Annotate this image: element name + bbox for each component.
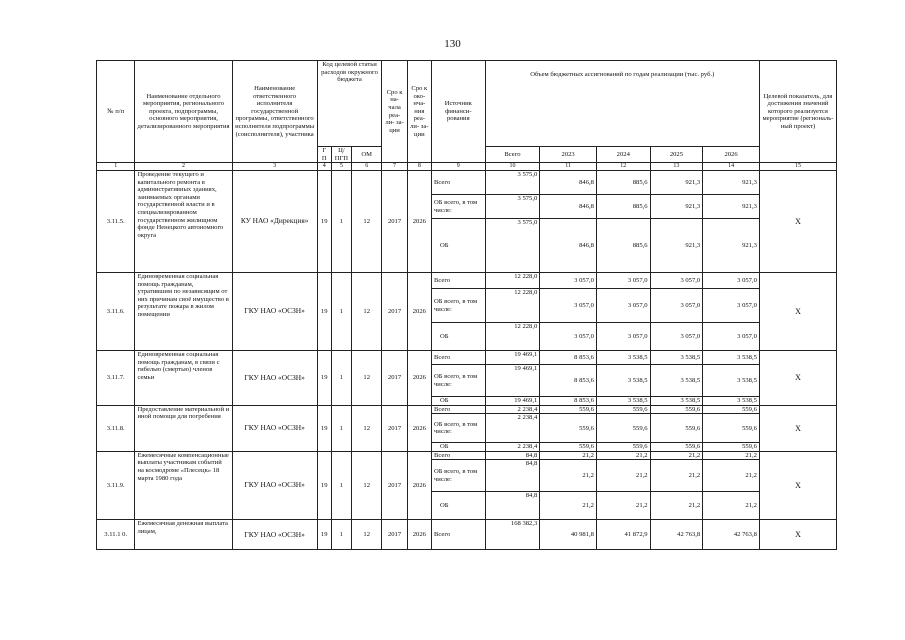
code-pgp: 1: [331, 405, 351, 451]
code-gp: 19: [317, 273, 331, 351]
amount-2024: 559,6: [596, 405, 650, 414]
funding-source: Всего: [431, 171, 485, 195]
row-number: 3.11.1 0.: [97, 520, 135, 550]
amount-2025: 3 538,5: [650, 351, 703, 365]
column-number: 13: [650, 163, 703, 171]
table-row: [97, 520, 837, 550]
amount-total: 19 469,1: [485, 365, 540, 397]
budget-table: [96, 60, 837, 550]
amount-2023: 559,6: [540, 405, 597, 414]
table-body: [97, 61, 837, 550]
amount-2023: 21,2: [540, 460, 597, 492]
funding-source: Всего: [431, 520, 485, 550]
amount-total: 2 238,4: [485, 443, 540, 452]
funding-source: Всего: [431, 351, 485, 365]
code-gp: 19: [317, 351, 331, 406]
header-2025: 2025: [650, 147, 703, 163]
code-gp: 19: [317, 171, 331, 273]
column-number: 14: [703, 163, 760, 171]
start-year: 2017: [382, 351, 407, 406]
column-number: 9: [431, 163, 485, 171]
start-year: 2017: [382, 520, 407, 550]
funding-source: ОБ всего, в том числе:: [431, 414, 485, 443]
column-number: 5: [331, 163, 351, 171]
funding-source: ОБ всего, в том числе:: [431, 289, 485, 323]
table-row: [97, 171, 837, 195]
funding-source: ОБ всего, в том числе:: [431, 195, 485, 219]
target-indicator: X: [759, 405, 836, 451]
header-source: Источник финанси- рования: [431, 61, 485, 163]
amount-total: 84,8: [485, 492, 540, 520]
amount-2026: 559,6: [703, 443, 760, 452]
amount-2024: 559,6: [596, 443, 650, 452]
amount-2026: 42 763,8: [703, 520, 760, 550]
amount-2023: 559,6: [540, 443, 597, 452]
end-year: 2026: [407, 273, 431, 351]
header-code-gp: Г П: [317, 147, 331, 163]
amount-total: 12 228,0: [485, 289, 540, 323]
code-gp: 19: [317, 405, 331, 451]
page-number: 130: [444, 38, 461, 50]
amount-2023: 846,8: [540, 195, 597, 219]
amount-2025: 559,6: [650, 405, 703, 414]
amount-2026: 3 057,0: [703, 323, 760, 351]
measure-name: Ежемесячная денежная выплата лицам,: [135, 520, 232, 550]
amount-2025: 559,6: [650, 443, 703, 452]
column-number: 11: [540, 163, 597, 171]
header-total: Всего: [485, 147, 540, 163]
header-code-om: ОМ: [352, 147, 382, 163]
amount-2023: 846,8: [540, 171, 597, 195]
amount-2026: 21,2: [703, 451, 760, 460]
end-year: 2026: [407, 171, 431, 273]
column-number: 12: [596, 163, 650, 171]
header-code-pgp: Ц/ ПГП: [331, 147, 351, 163]
amount-total: 3 575,0: [485, 219, 540, 273]
amount-2026: 3 057,0: [703, 289, 760, 323]
amount-2025: 21,2: [650, 460, 703, 492]
amount-2025: 3 057,0: [650, 273, 703, 289]
responsible-executor: ГКУ НАО «ОСЗН»: [232, 405, 317, 451]
end-year: 2026: [407, 520, 431, 550]
amount-2025: 3 057,0: [650, 323, 703, 351]
amount-2025: 3 538,5: [650, 365, 703, 397]
header-responsible: Наименование ответственного исполнителя государственной программы, ответственного исполнителя подпрограммы (соисполнителя), участника: [232, 61, 317, 163]
code-pgp: 1: [331, 351, 351, 406]
amount-2023: 846,8: [540, 219, 597, 273]
amount-2025: 42 763,8: [650, 520, 703, 550]
funding-source: ОБ: [431, 323, 485, 351]
amount-total: 3 575,0: [485, 171, 540, 195]
column-number: 10: [485, 163, 540, 171]
amount-2024: 21,2: [596, 492, 650, 520]
amount-2023: 559,6: [540, 414, 597, 443]
amount-2024: 3 057,0: [596, 289, 650, 323]
table-row: [97, 451, 837, 460]
funding-source: Всего: [431, 405, 485, 414]
code-om: 12: [352, 405, 382, 451]
header-start: Сро к на- чала реа- ли- за- ции: [382, 61, 407, 163]
header-code: Код целевой статьи расходов окружного бюджета: [317, 61, 382, 147]
amount-total: 19 469,1: [485, 351, 540, 365]
responsible-executor: ГКУ НАО «ОСЗН»: [232, 520, 317, 550]
measure-name: Предоставление материальной и иной помощи для погребения: [135, 405, 232, 451]
amount-2025: 3 057,0: [650, 289, 703, 323]
header-no: № п/п: [97, 61, 135, 163]
amount-2023: 3 057,0: [540, 289, 597, 323]
amount-2025: 21,2: [650, 492, 703, 520]
header-2024: 2024: [596, 147, 650, 163]
row-number: 3.11.5.: [97, 171, 135, 273]
responsible-executor: ГКУ НАО «ОСЗН»: [232, 351, 317, 406]
amount-2023: 8 853,6: [540, 397, 597, 406]
table-row: [97, 273, 837, 289]
code-gp: 19: [317, 520, 331, 550]
code-om: 12: [352, 171, 382, 273]
responsible-executor: ГКУ НАО «ОСЗН»: [232, 273, 317, 351]
responsible-executor: КУ НАО «Дирекция»: [232, 171, 317, 273]
amount-2023: 3 057,0: [540, 323, 597, 351]
amount-2026: 3 538,5: [703, 365, 760, 397]
amount-total: 84,8: [485, 451, 540, 460]
row-number: 3.11.9.: [97, 451, 135, 520]
code-pgp: 1: [331, 520, 351, 550]
amount-2025: 921,3: [650, 171, 703, 195]
amount-2023: 3 057,0: [540, 273, 597, 289]
header-end: Сро к око- нча- ния реа- ли- за- ции: [407, 61, 431, 163]
code-om: 12: [352, 520, 382, 550]
code-om: 12: [352, 451, 382, 520]
code-pgp: 1: [331, 451, 351, 520]
column-number: 1: [97, 163, 135, 171]
row-number: 3.11.6.: [97, 273, 135, 351]
amount-2023: 21,2: [540, 451, 597, 460]
end-year: 2026: [407, 405, 431, 451]
amount-2024: 885,6: [596, 195, 650, 219]
amount-2024: 3 057,0: [596, 323, 650, 351]
measure-name: Единовременная социальная помощь гражданам, утратившим по независящим от них причинам своё имущество в результате пожара в жилом помещении: [135, 273, 232, 351]
table-row: [97, 351, 837, 365]
code-pgp: 1: [331, 273, 351, 351]
amount-2026: 21,2: [703, 460, 760, 492]
row-number: 3.11.7.: [97, 351, 135, 406]
amount-2025: 559,6: [650, 414, 703, 443]
amount-2026: 559,6: [703, 414, 760, 443]
amount-2026: 3 538,5: [703, 397, 760, 406]
amount-2026: 3 538,5: [703, 351, 760, 365]
start-year: 2017: [382, 273, 407, 351]
column-number: 15: [759, 163, 836, 171]
end-year: 2026: [407, 451, 431, 520]
amount-2026: 921,3: [703, 195, 760, 219]
amount-2023: 8 853,6: [540, 365, 597, 397]
column-number: 8: [407, 163, 431, 171]
code-pgp: 1: [331, 171, 351, 273]
amount-2024: 41 872,9: [596, 520, 650, 550]
amount-2026: 921,3: [703, 219, 760, 273]
funding-source: ОБ: [431, 397, 485, 406]
target-indicator: X: [759, 520, 836, 550]
target-indicator: X: [759, 273, 836, 351]
header-name: Наименование отдельного мероприятия, регионального проекта, подпрограммы, основного мероприятия, детализированного мероприятия: [135, 61, 232, 163]
amount-2026: 21,2: [703, 492, 760, 520]
amount-2023: 40 981,8: [540, 520, 597, 550]
amount-2026: 559,6: [703, 405, 760, 414]
amount-2024: 885,6: [596, 219, 650, 273]
header-2026: 2026: [703, 147, 760, 163]
amount-2024: 3 538,5: [596, 351, 650, 365]
funding-source: ОБ всего, в том числе:: [431, 460, 485, 492]
column-number: 4: [317, 163, 331, 171]
header-row: [97, 61, 837, 147]
header-target: Целевой показатель, для достижения значений которого реализуется мероприятие (региональ- ный проект): [759, 61, 836, 163]
amount-total: 2 238,4: [485, 414, 540, 443]
amount-2024: 21,2: [596, 460, 650, 492]
header-volume: Объем бюджетных ассигнований по годам реализации (тыс. руб.): [485, 61, 759, 147]
amount-2024: 3 538,5: [596, 397, 650, 406]
header-2023: 2023: [540, 147, 597, 163]
column-number: 6: [352, 163, 382, 171]
target-indicator: X: [759, 351, 836, 406]
amount-2023: 21,2: [540, 492, 597, 520]
amount-total: 19 469,1: [485, 397, 540, 406]
amount-2025: 921,3: [650, 195, 703, 219]
funding-source: Всего: [431, 451, 485, 460]
amount-total: 84,8: [485, 460, 540, 492]
column-number: 7: [382, 163, 407, 171]
amount-total: 3 575,0: [485, 195, 540, 219]
column-number: 3: [232, 163, 317, 171]
amount-total: 12 228,0: [485, 323, 540, 351]
start-year: 2017: [382, 451, 407, 520]
amount-2026: 921,3: [703, 171, 760, 195]
measure-name: Проведение текущего и капитального ремонта в административных зданиях, занимаемых органами государственной власти и в специализированном государственном жилищном фонде Ненецкого автономного округа: [135, 171, 232, 273]
code-gp: 19: [317, 451, 331, 520]
funding-source: ОБ: [431, 492, 485, 520]
amount-2024: 885,6: [596, 171, 650, 195]
column-numbers-row: [97, 163, 837, 171]
amount-2024: 21,2: [596, 451, 650, 460]
amount-2026: 3 057,0: [703, 273, 760, 289]
amount-2025: 3 538,5: [650, 397, 703, 406]
amount-total: 12 228,0: [485, 273, 540, 289]
measure-name: Ежемесячные компенсационные выплаты участникам событий на космодроме «Плесецк» 18 марта 1980 года: [135, 451, 232, 520]
measure-name: Единовременная социальная помощь гражданам, в связи с гибелью (смертью) членов семьи: [135, 351, 232, 406]
end-year: 2026: [407, 351, 431, 406]
funding-source: Всего: [431, 273, 485, 289]
start-year: 2017: [382, 171, 407, 273]
amount-2025: 921,3: [650, 219, 703, 273]
funding-source: ОБ: [431, 219, 485, 273]
code-om: 12: [352, 273, 382, 351]
amount-total: 2 238,4: [485, 405, 540, 414]
row-number: 3.11.8.: [97, 405, 135, 451]
amount-2024: 3 538,5: [596, 365, 650, 397]
start-year: 2017: [382, 405, 407, 451]
responsible-executor: ГКУ НАО «ОСЗН»: [232, 451, 317, 520]
amount-2024: 559,6: [596, 414, 650, 443]
table-row: [97, 405, 837, 414]
code-om: 12: [352, 351, 382, 406]
target-indicator: X: [759, 451, 836, 520]
funding-source: ОБ всего, в том числе:: [431, 365, 485, 397]
funding-source: ОБ: [431, 443, 485, 452]
amount-total: 168 382,3: [485, 520, 540, 550]
column-number: 2: [135, 163, 232, 171]
amount-2023: 8 853,6: [540, 351, 597, 365]
target-indicator: X: [759, 171, 836, 273]
amount-2024: 3 057,0: [596, 273, 650, 289]
amount-2025: 21,2: [650, 451, 703, 460]
